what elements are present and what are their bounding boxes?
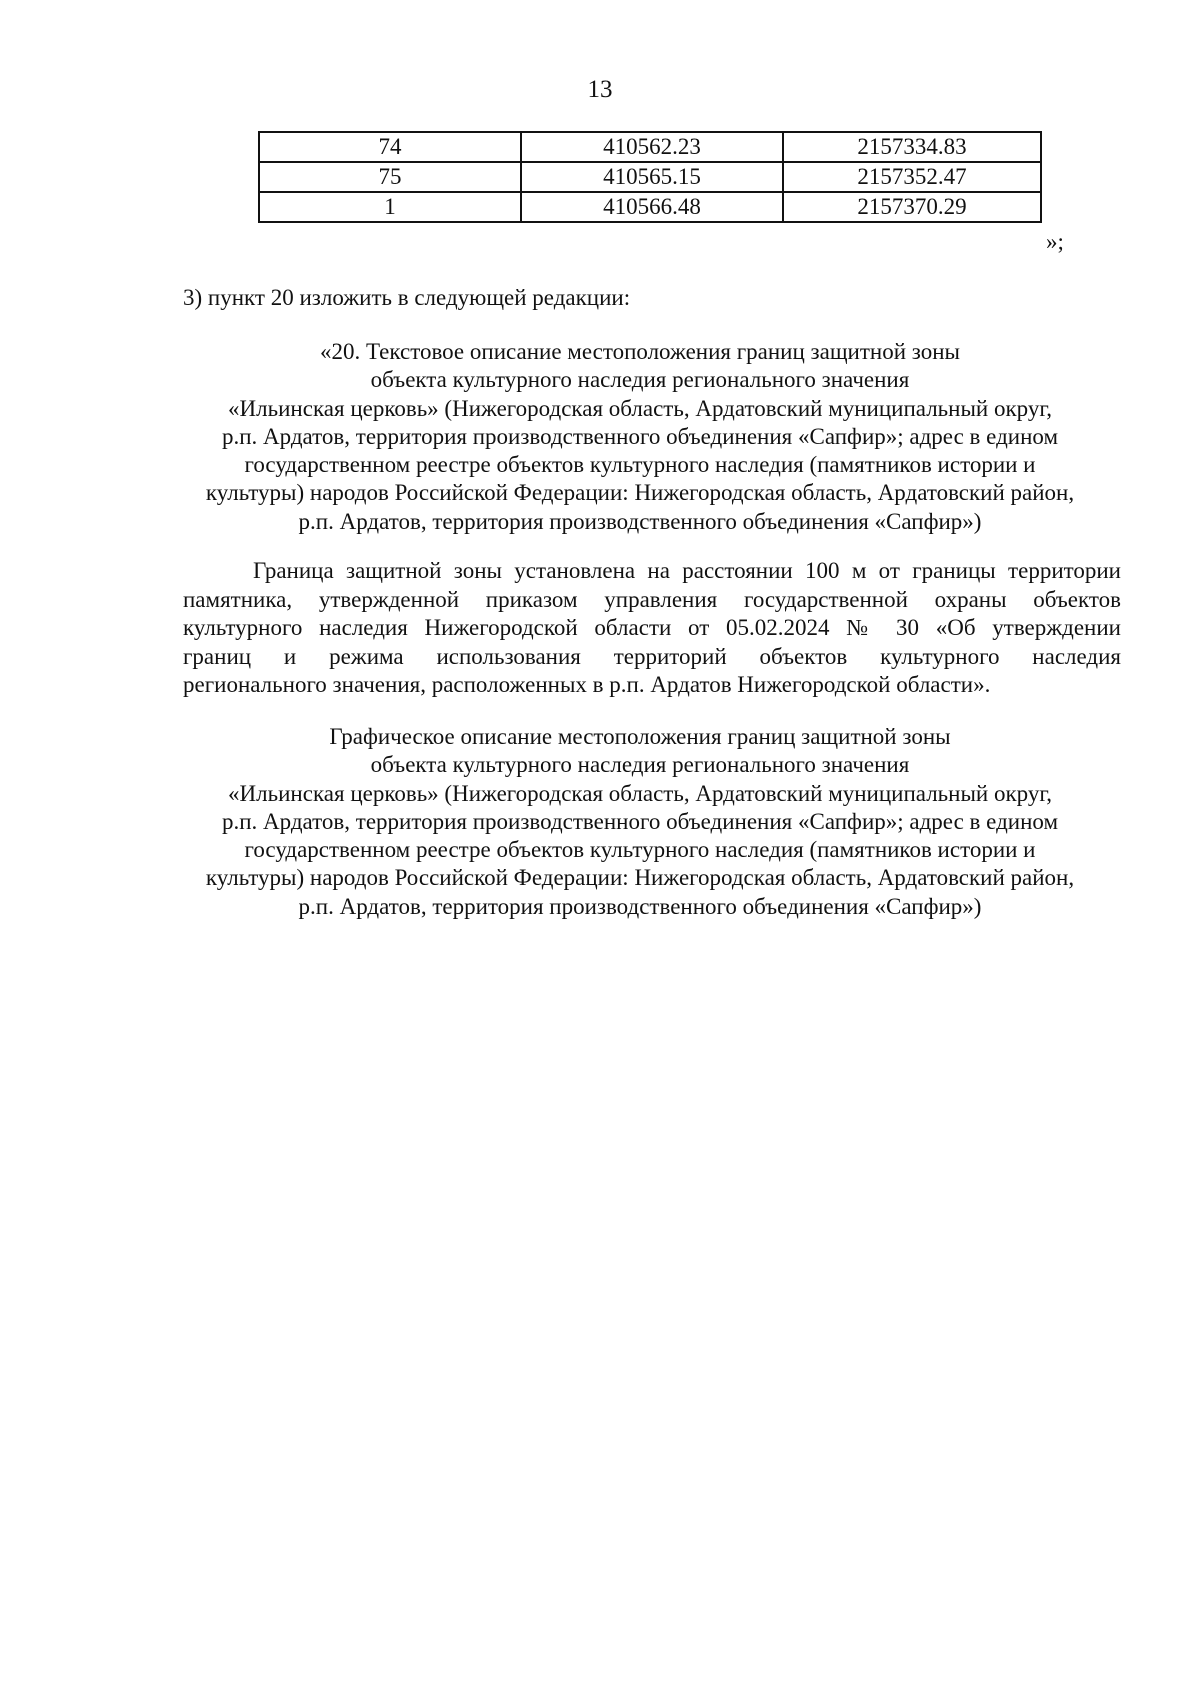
amendment-clause: 3) пункт 20 изложить в следующей редакции:: [183, 285, 631, 310]
page-number: 13: [587, 76, 613, 103]
paragraph-line: границ и режима использования территорий объектов культурного наследия: [183, 643, 1121, 669]
heading-line: р.п. Ардатов, территория производственного объединения «Сапфир»): [298, 893, 982, 919]
closing-quote: »;: [1046, 229, 1064, 254]
y-coordinate-cell: 2157370.29: [783, 192, 1041, 222]
heading-line: р.п. Ардатов, территория производственного объединения «Сапфир»; адрес в едином: [221, 423, 1059, 449]
point-number-cell: 1: [259, 192, 521, 222]
heading-line: культуры) народов Российской Федерации: Нижегородская область, Ардатовский район,: [205, 480, 1075, 506]
coordinates-table: [258, 131, 1042, 223]
heading-line: «Ильинская церковь» (Нижегородская область, Ардатовский муниципальный округ,: [228, 780, 1052, 806]
table-row: [259, 162, 1041, 192]
paragraph-line: Граница защитной зоны установлена на расстоянии 100 м от границы территории: [253, 558, 1121, 583]
paragraph-line: памятника, утвержденной приказом управления государственной охраны объектов: [183, 586, 1121, 612]
heading-line: «Ильинская церковь» (Нижегородская область, Ардатовский муниципальный округ,: [228, 395, 1052, 421]
heading-line: объекта культурного наследия регионального значения: [370, 752, 910, 778]
heading-line: государственном реестре объектов культурного наследия (памятников истории и: [244, 837, 1036, 863]
point-number-cell: 74: [259, 132, 521, 162]
boundary-paragraph: [183, 557, 1121, 700]
point-number-cell: 75: [259, 162, 521, 192]
heading-line: Графическое описание местоположения границ защитной зоны: [329, 724, 951, 749]
heading-line: р.п. Ардатов, территория производственного объединения «Сапфир»; адрес в едином: [221, 808, 1059, 834]
table-row: [259, 132, 1041, 162]
text-description-heading: [160, 338, 1120, 536]
x-coordinate-cell: 410565.15: [521, 162, 783, 192]
x-coordinate-cell: 410566.48: [521, 192, 783, 222]
y-coordinate-cell: 2157334.83: [783, 132, 1041, 162]
heading-line: государственном реестре объектов культурного наследия (памятников истории и: [244, 452, 1036, 478]
x-coordinate-cell: 410562.23: [521, 132, 783, 162]
graphic-description-heading: [160, 723, 1120, 921]
heading-line: «20. Текстовое описание местоположения границ защитной зоны: [320, 339, 960, 364]
heading-line: объекта культурного наследия регионального значения: [370, 367, 910, 393]
heading-line: культуры) народов Российской Федерации: Нижегородская область, Ардатовский район,: [205, 865, 1075, 891]
heading-line: р.п. Ардатов, территория производственного объединения «Сапфир»): [298, 508, 982, 534]
paragraph-line: культурного наследия Нижегородской области от 05.02.2024 № 30 «Об утверждении: [183, 615, 1121, 640]
y-coordinate-cell: 2157352.47: [783, 162, 1041, 192]
paragraph-line: регионального значения, расположенных в р.п. Ардатов Нижегородской области».: [183, 672, 991, 697]
table-row: [259, 192, 1041, 222]
